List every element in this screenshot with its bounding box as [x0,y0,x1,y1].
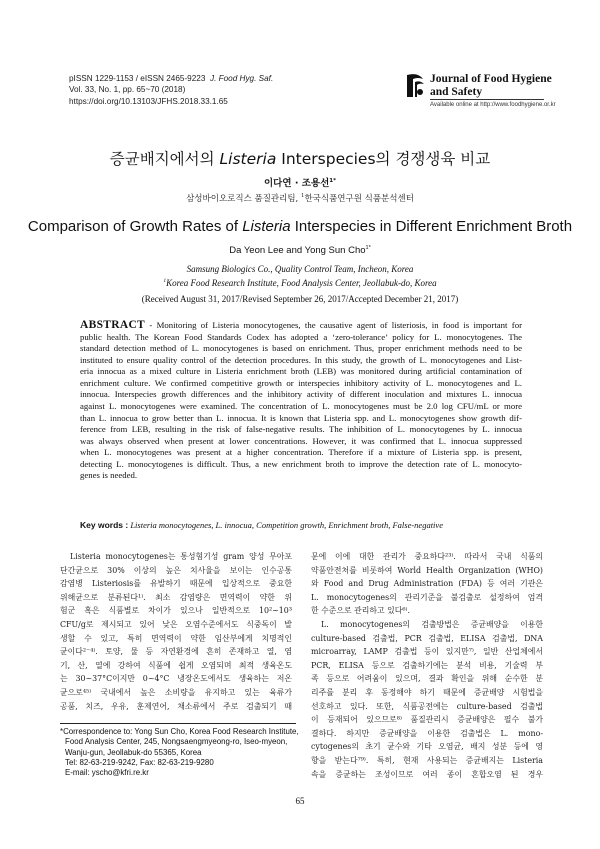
affiliation-english-1: Samsung Biologics Co., Quality Control Team, Incheon, Korea [186,264,414,274]
body-line: L. monocytogenes의 검출방법은 증균배양을 이용한 [321,619,543,629]
issn-line: pISSN 1229-1153 / eISSN 2465-9223 [69,74,206,83]
body-line: 험군 혹은 식품별로 차이가 있으나 일반적으로 10²~10³ [60,606,292,616]
abstract-label: ABSTRACT [80,319,146,331]
received-dates: (Received August 31, 2017/Revised September 26, 2017/Accepted December 21, 2017) [141,294,459,304]
body-line: cytogenes의 초기 균수와 기타 오염균, 배지 성분 등에 영 [311,742,543,752]
authors-english: Da Yeon Lee and Yong Sun Cho$^{1*}$ [229,245,371,257]
body-line: 균이다²⁻⁴⁾. 토양, 물 등 자연환경에 흔히 존재하고 열, 염 [60,647,292,657]
body-column-left [60,550,292,713]
available-online[interactable]: Available online at http://www.foodhygiene.or.kr [430,102,556,108]
keywords: Key words : Listeria monocytogenes, L. innocua, Competition growth, Enrichment broth, False-negative [80,520,443,530]
body-line: 결하다. 하지만 증균배양을 이용한 검출법은 L. mono- [311,728,543,738]
body-line: 한 수준으로 관리하고 있다⁶⁾. [311,606,410,616]
body-line: 족 등으로 어려움이 있으며, 결과 확인을 위해 순수한 분 [311,674,543,684]
correspondence-footnote: *Correspondence to: Yong Sun Cho, Korea Food Research Institute, Food Analysis Center, 245, Nongsaengmyeong-ro, Iseo-myeon, Wanju-gun, Jeollabuk-do 55365, Korea Tel: 82-63-219-9242, Fax: 82-63-219-9280 E-mail: yscho@kfri.re.kr [60,727,299,778]
body-line: 속을 증균하는 조성이므로 여러 종이 혼합오염 된 경우 [311,769,543,779]
citation-block [69,73,273,107]
journal-abbr: J. Food Hyg. Saf. [209,74,274,83]
body-line: L. monocytogenes의 관리기준을 불검출로 설정하여 엄격 [311,592,543,602]
body-line: 공품, 치즈, 우유, 훈제연어, 채소류에서 주로 검출되기 때 [60,701,292,711]
body-line: culture-based 검출법, PCR 검출법, ELISA 검출법, DNA [311,633,543,643]
authors-korean: 이다연 · 조용선$^{1*}$ [264,177,336,189]
body-line: CFU/g로 제시되고 있어 낮은 오염수준에서도 식중독이 발 [60,619,292,629]
footnote-divider [60,723,296,724]
body-line: 는 30~37°C이지만 0~4°C 냉장온도에서도 생육하는 저온 [60,674,292,684]
body-line: 리주를 분리 후 동정해야 하기 때문에 증균배양 시험법을 [311,687,543,697]
email-link[interactable]: E-mail: yscho@kfri.re.kr [65,768,149,778]
affiliation-english-2: $^1$Korea Food Research Institute, Food Analysis Center, Jeollabuk-do, Korea [163,278,437,288]
volume-line: Vol. 33, No. 1, pp. 65~70 (2018) [69,85,186,95]
journal-name: Journal of Food Hygiene and Safety [430,73,552,98]
body-line: 감염병 Listeriosis를 유발하기 때문에 입상적으로 중요한 [60,579,292,589]
affiliation-korean: 삼성바이오로직스 품질관리팀, $^1$한국식품연구원 식품분석센터 [186,193,414,204]
body-line: 향을 받는다⁷⁹⁾. 특히, 현재 사용되는 증균배지는 Listeria [311,755,543,765]
body-column-right [311,550,543,781]
body-line: 약품안전처를 비롯하여 World Health Organization (WHO) [311,565,543,575]
title-english: Comparison of Growth Rates of Listeria Interspecies in Different Enrichment Broth [27,218,573,235]
body-line: 위해균으로 분류된다¹⁾. 최소 감염량은 면역력이 약한 위 [60,592,292,602]
body-line: 균으로⁴⁵⁾ 국내에서 높은 소비량을 유지하고 있는 육류가 [60,687,292,697]
body-line: 생할 수 있고, 특히 면역력이 약한 임산부에게 치명적인 [60,633,292,643]
body-line: 기, 산, 열에 강하여 식품에 쉽게 오염되며 최적 생육온도 [60,660,292,670]
body-line: 단간균으로 30% 이상의 높은 치사율을 보이는 인수공통 [60,565,292,575]
page-number: 65 [295,796,305,806]
journal-divider [430,99,544,100]
body-line: microarray, LAMP 검출법 등이 있지만⁷⁾, 일반 산업체에서 [311,647,543,657]
journal-logo-icon [404,73,426,99]
body-line: Listeria monocytogenes는 통성혐기성 gram 양성 무아포 [70,552,292,561]
abstract: ABSTRACT - Monitoring of Listeria monocytogenes, the causative agent of listeriosis, in food is important for public health. The Korean Food Standards Codex has adopted a ‘zero-tolerance’ policy for L. monocytogenes. The standard detection method of L. monocytogenes is based on enrichment. Thus, proper enrichment methods need to be instituted to ensure quality control of the detection procedures. In this study, the growth of L. monocytogenes and List- eria innocua as a mixed culture in Listeria enrichment broth (LEB) was monitored during artificial contamination of enrichment culture. We confirmed competitive growth or interspecies inhibitory activity of L. monocytogenes and L. innocua. Interspecies growth differences and the inhibitory activity of different inoculation and mixtures L. innocua against L. monocytogenes were examined. The concentration of L. monocytogenes must be 2.0 log CFU/mL or more than L. innocua to grow better than L. innocua. It is known that Listeria spp. and L. monocytogenes show growth dif- ference from LEB, resulting in the risk of false-negative results. The inhibition of L. monocytogenes by L. innocua was always observed when present at lower concentrations. However, it was confirmed that L. innocua suppressed when L. monocytogenes was present at a higher concentration. Therefore if a mixture of Listeria spp. is present, detecting L. monocytogenes is difficult. Thus, a new enrichment broth to improve the detection rate of L. monocyto- genes is needed. [80,319,522,481]
body-line: 이 등재되어 있으므로⁸⁾ 품질관리시 증균배양은 필수 불가 [311,715,543,725]
body-line: 와 Food and Drug Administration (FDA) 등 여러 기관은 [311,579,543,589]
title-korean: 증균배지에서의 Listeria Interspecies의 경쟁생육 비교 [109,150,491,168]
doi-link[interactable]: https://doi.org/10.13103/JFHS.2018.33.1.65 [69,96,228,106]
body-line: 선호하고 있다. 또한, 식품공전에는 culture-based 검출법 [311,701,543,711]
body-line: PCR, ELISA 등으로 검출하기에는 분석 비용, 기술력 부 [311,660,543,670]
body-line: 문에 이에 대한 관리가 중요하다²³⁾. 따라서 국내 식품의 [311,552,543,561]
